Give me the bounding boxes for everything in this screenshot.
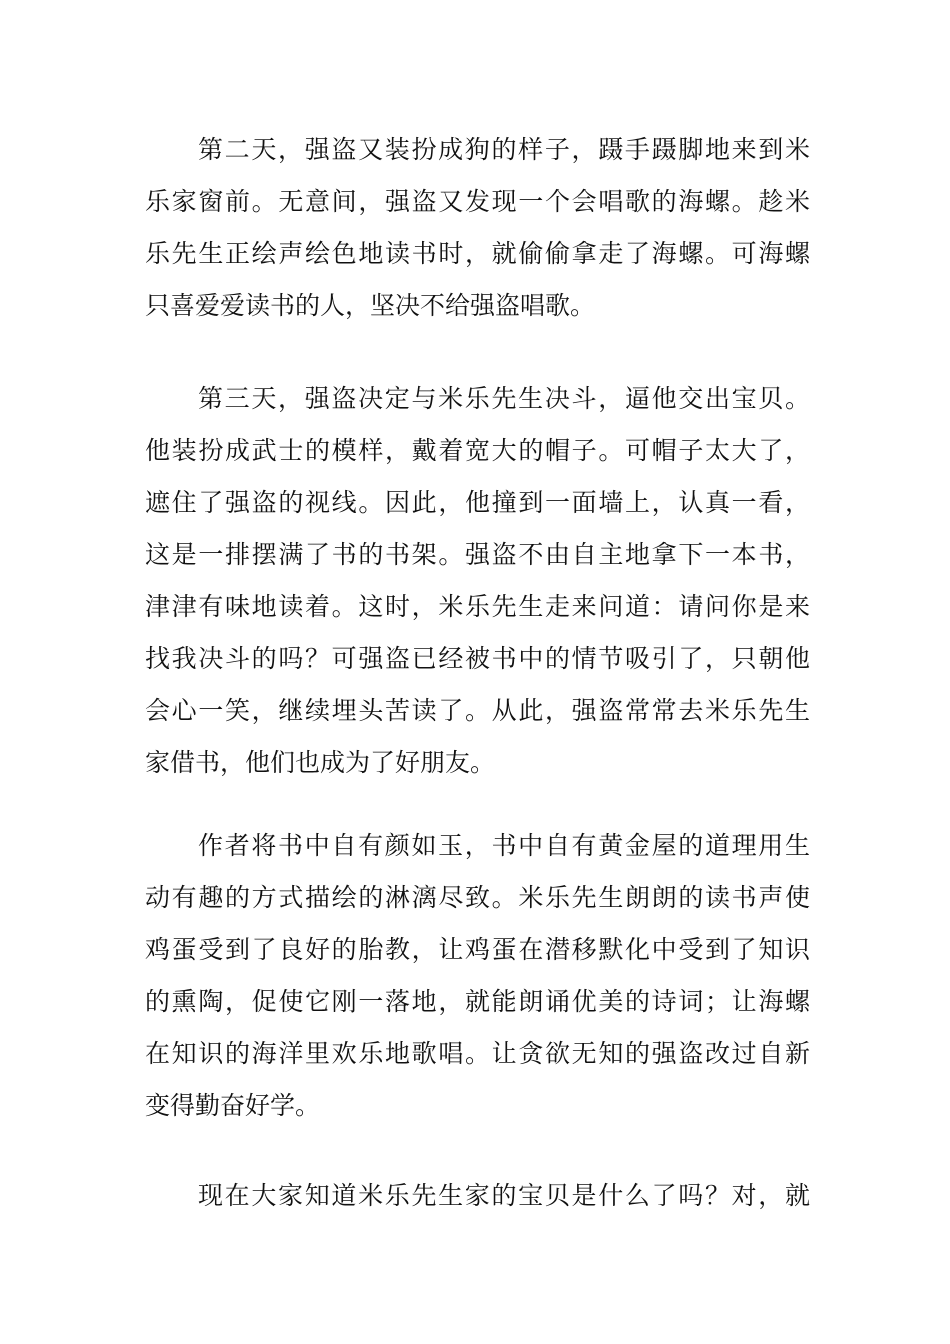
text-line: 乐家窗前。无意间，强盗又发现一个会唱歌的海螺。趁米: [145, 187, 810, 216]
text-line: 动有趣的方式描绘的淋漓尽致。米乐先生朗朗的读书声使: [145, 883, 810, 912]
text-line: 他装扮成武士的模样，戴着宽大的帽子。可帽子太大了，: [145, 436, 810, 465]
text-line: 第二天，强盗又装扮成狗的样子，蹑手蹑脚地来到米: [198, 135, 810, 164]
paragraph-day-three: [145, 373, 810, 789]
text-line: 家借书，他们也成为了好朋友。: [145, 748, 496, 777]
text-line: 变得勤奋好学。: [145, 1091, 321, 1120]
text-line: 会心一笑，继续埋头苦读了。从此，强盗常常去米乐先生: [145, 696, 810, 725]
paragraph-author-comment: [145, 820, 810, 1132]
text-line: 遮住了强盗的视线。因此，他撞到一面墙上，认真一看，: [145, 488, 810, 517]
text-line: 找我决斗的吗？可强盗已经被书中的情节吸引了，只朝他: [145, 644, 810, 673]
paragraph-day-two: [145, 124, 810, 332]
text-line: 第三天，强盗决定与米乐先生决斗，逼他交出宝贝。: [198, 384, 810, 413]
text-line: 在知识的海洋里欢乐地歌唱。让贪欲无知的强盗改过自新: [145, 1039, 810, 1068]
text-line: 现在大家知道米乐先生家的宝贝是什么了吗？对，就: [198, 1181, 810, 1210]
text-line: 鸡蛋受到了良好的胎教，让鸡蛋在潜移默化中受到了知识: [145, 935, 810, 964]
text-line: 的熏陶，促使它刚一落地，就能朗诵优美的诗词；让海螺: [145, 987, 810, 1016]
text-line: 津津有味地读着。这时，米乐先生走来问道：请问你是来: [145, 592, 810, 621]
text-line: 这是一排摆满了书的书架。强盗不由自主地拿下一本书，: [145, 540, 810, 569]
text-line: 乐先生正绘声绘色地读书时，就偷偷拿走了海螺。可海螺: [145, 239, 810, 268]
paragraph-conclusion: [145, 1170, 810, 1222]
text-line: 作者将书中自有颜如玉，书中自有黄金屋的道理用生: [198, 831, 810, 860]
text-line: 只喜爱爱读书的人，坚决不给强盗唱歌。: [145, 291, 596, 320]
